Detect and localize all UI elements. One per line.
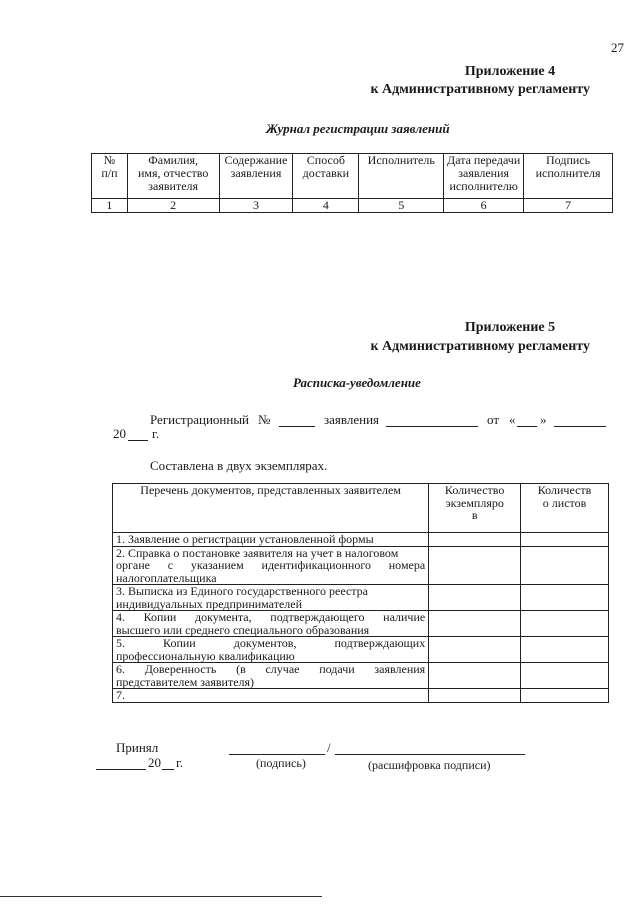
copies-cell (429, 611, 521, 637)
copies-cell (429, 637, 521, 663)
page-number: 27 (611, 40, 624, 55)
journal-col-number: 2 (127, 199, 219, 213)
reg-day-blank (517, 414, 537, 427)
appendix5-title: Приложение 5 (464, 320, 556, 335)
date-year-suffix: г. (176, 755, 184, 770)
date-year-blank (162, 757, 174, 770)
document-row (113, 637, 609, 663)
journal-col-number: 6 (444, 199, 524, 213)
reg-year-suffix: г. (152, 426, 160, 441)
journal-header-row (92, 154, 613, 199)
receipt-title: Расписка-уведомление (293, 375, 421, 390)
document-name: 3. Выписка из Единого государственного реестра индивидуальных предпринимателей (113, 585, 429, 611)
documents-header-row (113, 484, 609, 533)
document-row (113, 689, 609, 703)
copies-col-header: Количество экземпляро в (429, 484, 521, 533)
reg-year-blank (128, 428, 148, 441)
document-name: 4. Копии документа, подтверждающего наличие высшего или среднего специального образования (113, 611, 429, 637)
sheets-cell (521, 637, 609, 663)
signature-blank (229, 742, 325, 755)
reg-application-word: заявления (324, 412, 380, 427)
decode-caption: (расшифровка подписи) (368, 758, 491, 772)
journal-col-header: Фамилия, имя, отчество заявителя (127, 154, 219, 199)
journal-col-header: Дата передачи заявления исполнителю (444, 154, 524, 199)
sheets-col-header: Количеств о листов (521, 484, 609, 533)
reg-year-prefix: 20 (113, 426, 126, 441)
date-blank (96, 757, 146, 770)
copies-cell (429, 533, 521, 547)
date-year-prefix: 20 (148, 755, 161, 770)
document-name: 2. Справка о постановке заявителя на учет в налоговом органе с указанием идентификационного номера налогоплательщика (113, 546, 429, 585)
journal-col-number: 7 (524, 199, 613, 213)
sheets-cell (521, 585, 609, 611)
signature-slash: / (327, 740, 331, 755)
reg-quote-close: » (540, 412, 547, 427)
appendix4-title: Приложение 4 (464, 64, 556, 79)
reg-number-sign: № (258, 412, 271, 427)
journal-col-number: 1 (92, 199, 128, 213)
journal-col-header: Исполнитель (359, 154, 444, 199)
footer-divider (0, 896, 322, 897)
reg-quote-open: « (509, 412, 516, 427)
reg-application-blank (386, 414, 478, 427)
sheets-cell (521, 611, 609, 637)
reg-label: Регистрационный (150, 412, 250, 427)
document-name: 7. (113, 689, 429, 703)
appendix5-subtitle: к Административному регламенту (370, 339, 590, 354)
document-name: 1. Заявление о регистрации установленной формы (113, 533, 429, 547)
composed-text: Составлена в двух экземплярах. (150, 458, 328, 473)
journal-col-header: Способ доставки (293, 154, 359, 199)
journal-col-header: Содержание заявления (219, 154, 293, 199)
journal-col-header: Подпись исполнителя (524, 154, 613, 199)
reg-number-blank (279, 414, 315, 427)
signature-caption: (подпись) (256, 756, 306, 770)
sheets-cell (521, 689, 609, 703)
documents-col-header: Перечень документов, представленных заявителем (113, 484, 429, 533)
copies-cell (429, 663, 521, 689)
journal-col-number: 5 (359, 199, 444, 213)
documents-table (112, 483, 609, 703)
copies-cell (429, 585, 521, 611)
journal-col-number: 4 (293, 199, 359, 213)
journal-number-row (92, 199, 613, 213)
reg-month-blank (554, 414, 606, 427)
sheets-cell (521, 546, 609, 585)
document-row (113, 611, 609, 637)
journal-table (91, 153, 613, 213)
sheets-cell (521, 533, 609, 547)
document-row (113, 533, 609, 547)
accepted-label: Принял (116, 740, 159, 755)
document-name: 5. Копии документов, подтверждающих профессиональную квалификацию (113, 637, 429, 663)
sheets-cell (521, 663, 609, 689)
journal-col-number: 3 (219, 199, 293, 213)
document-name: 6. Доверенность (в случае подачи заявления представителем заявителя) (113, 663, 429, 689)
document-row (113, 663, 609, 689)
document-row (113, 585, 609, 611)
reg-from-word: от (487, 412, 500, 427)
copies-cell (429, 689, 521, 703)
copies-cell (429, 546, 521, 585)
journal-title: Журнал регистрации заявлений (266, 121, 450, 136)
decode-blank (335, 742, 525, 755)
document-row (113, 546, 609, 585)
appendix4-subtitle: к Административному регламенту (370, 82, 590, 97)
journal-col-header: № п/п (92, 154, 128, 199)
